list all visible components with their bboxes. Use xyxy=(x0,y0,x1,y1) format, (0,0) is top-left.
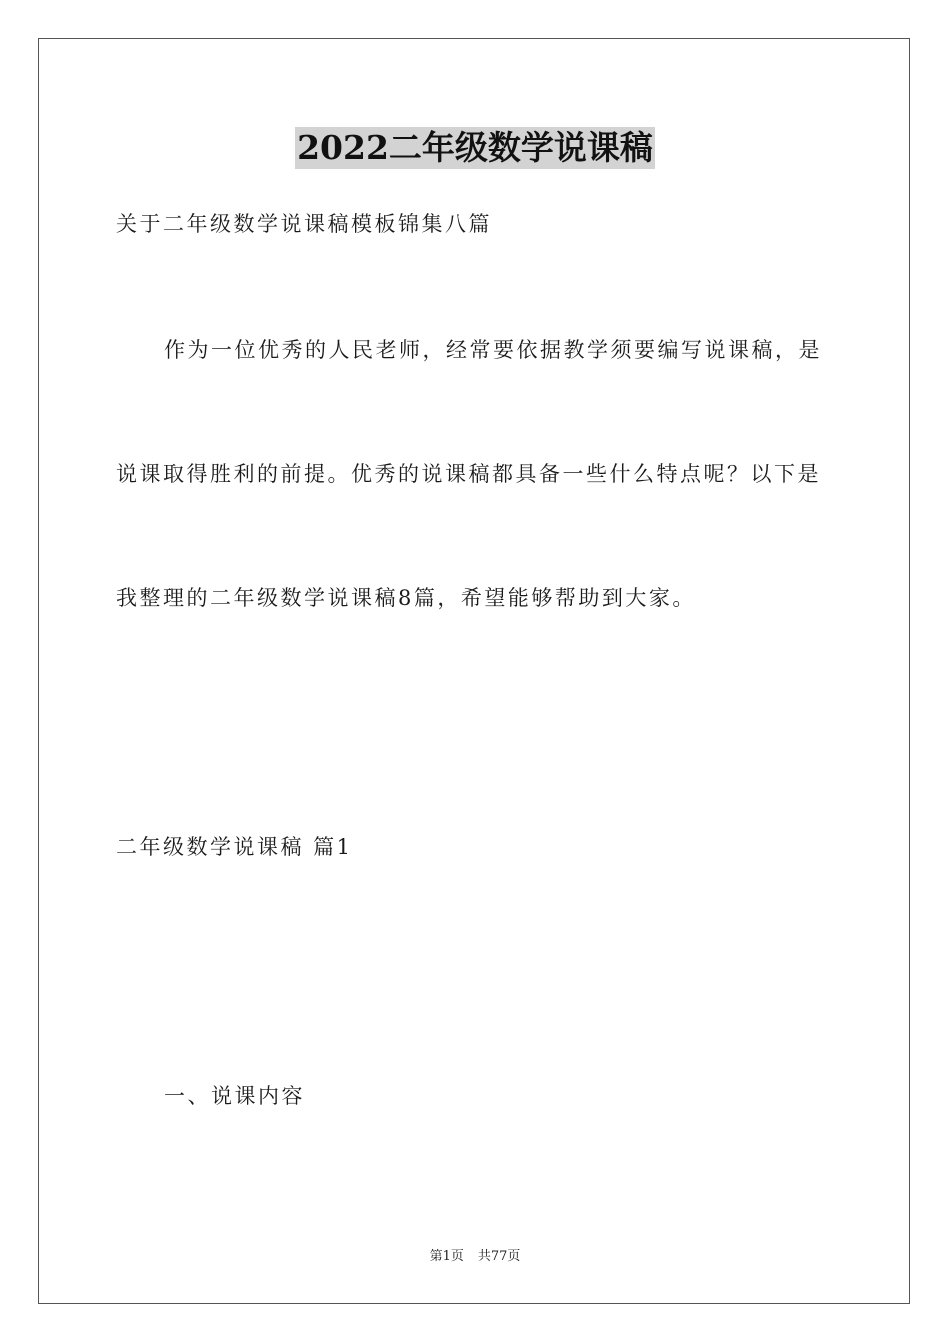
paragraph-line-1: 作为一位优秀的人民老师，经常要依据教学须要编写说课稿，是 xyxy=(164,338,822,362)
page-number-total: 共77页 xyxy=(477,1249,521,1264)
document-subtitle: 关于二年级数学说课稿模板锦集八篇 xyxy=(116,212,492,236)
subsection-heading: 一、说课内容 xyxy=(164,1084,305,1108)
paragraph-line-3: 我整理的二年级数学说课稿8篇，希望能够帮助到大家。 xyxy=(116,586,696,610)
document-title: 2022二年级数学说课稿 xyxy=(297,128,653,167)
section-heading: 二年级数学说课稿 篇1 xyxy=(116,835,353,859)
title-container xyxy=(0,127,950,169)
page-footer xyxy=(0,1248,950,1266)
paragraph-line-2: 说课取得胜利的前提。优秀的说课稿都具备一些什么特点呢？以下是 xyxy=(116,462,821,486)
page-number-current: 第1页 xyxy=(429,1249,464,1264)
